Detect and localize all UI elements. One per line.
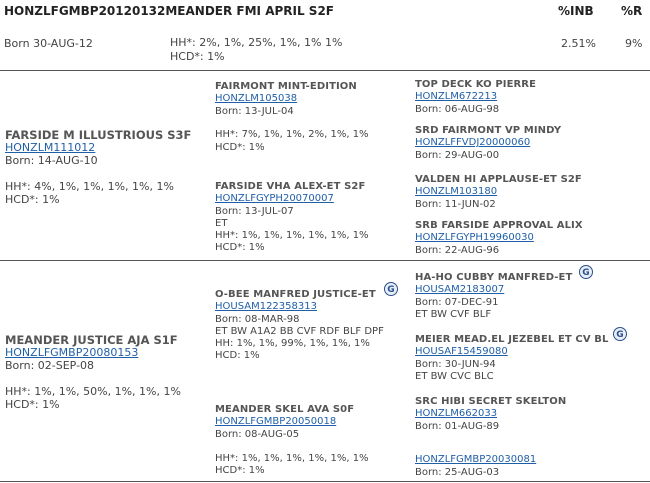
paternal-grandsire-name: FAIRMONT MINT-EDITION [215,81,357,92]
maternal-granddam-name: MEANDER SKEL AVA S0F [215,404,355,415]
maternal-granddam-born: Born: 08-AUG-05 [215,429,300,440]
ggp-7-id-link[interactable]: HONZLM662033 [415,408,498,419]
r-column-label: %R [621,4,643,18]
dam-name: MEANDER JUSTICE AJA S1F [5,333,178,347]
dam-id-link[interactable]: HONZLFGMBP20080153 [5,346,139,359]
paternal-grandsire-hcd: HCD*: 1% [215,142,265,153]
r-value: 9% [625,37,643,50]
inb-value: 2.51% [561,37,596,50]
ggp-3-born: Born: 11-JUN-02 [415,199,496,210]
maternal-grandsire-hh: HH: 1%, 1%, 99%, 1%, 1%, 1% [215,338,370,349]
paternal-grandsire-id-link[interactable]: HONZLM105038 [215,93,298,104]
maternal-grandsire-born: Born: 08-MAR-98 [215,314,300,325]
header-divider [0,70,650,71]
ggp-1-id-link[interactable]: HONZLM672213 [415,91,498,102]
paternal-granddam-born: Born: 13-JUL-07 [215,206,294,217]
dam-hcd: HCD*: 1% [5,398,60,411]
ggp-1-name: TOP DECK KO PIERRE [415,79,537,90]
ggp-7-born: Born: 01-AUG-89 [415,421,500,432]
sire-born: Born: 14-AUG-10 [5,154,98,167]
ggp-6-tags: ET BW CVC BLC [415,371,494,382]
ggp-6-name: MEIER MEAD.EL JEZEBEL ET CV BL [415,334,609,345]
animal-hcd: HCD*: 1% [170,50,225,63]
maternal-grandsire-tags: ET BW A1A2 BB CVF RDF BLF DPF [215,326,384,337]
maternal-grandsire-hcd: HCD: 1% [215,350,260,361]
ggp-8-born: Born: 25-AUG-03 [415,467,500,478]
maternal-grandsire-id-link[interactable]: HOUSAM122358313 [215,301,317,312]
sire-hcd: HCD*: 1% [5,193,60,206]
maternal-granddam-hh: HH*: 1%, 1%, 1%, 1%, 1%, 1% [215,453,369,464]
animal-hh: HH*: 2%, 1%, 25%, 1%, 1% 1% [170,36,343,49]
section-divider [0,260,650,261]
ggp-4-name: SRB FARSIDE APPROVAL ALIX [415,220,583,231]
paternal-granddam-id-link[interactable]: HONZLFGYPH20070007 [215,193,334,204]
paternal-grandsire-hh: HH*: 7%, 1%, 1%, 2%, 1%, 1% [215,129,369,140]
sire-hh: HH*: 4%, 1%, 1%, 1%, 1%, 1% [5,180,174,193]
inb-column-label: %INB [558,4,594,18]
bottom-divider [0,481,650,482]
ggp-2-name: SRD FAIRMONT VP MINDY [415,125,562,136]
dam-hh: HH*: 1%, 1%, 50%, 1%, 1%, 1% [5,385,181,398]
sire-name: FARSIDE M ILLUSTRIOUS S3F [5,128,192,142]
maternal-grandsire-name: O-BEE MANFRED JUSTICE-ET [215,289,376,300]
ggp-5-tags: ET BW CVF BLF [415,309,492,320]
dam-born: Born: 02-SEP-08 [5,359,95,372]
maternal-granddam-id-link[interactable]: HONZLFGMBP20050018 [215,416,337,427]
genomic-badge-icon[interactable]: G [613,327,627,341]
paternal-granddam-tags: ET [215,218,228,229]
ggp-6-id-link[interactable]: HOUSAF15459080 [415,346,508,357]
ggp-5-id-link[interactable]: HOUSAM2183007 [415,284,505,295]
ggp-2-born: Born: 29-AUG-00 [415,150,500,161]
ggp-1-born: Born: 06-AUG-98 [415,104,500,115]
paternal-granddam-hh: HH*: 1%, 1%, 1%, 1%, 1%, 1% [215,230,369,241]
ggp-6-born: Born: 30-JUN-94 [415,359,496,370]
genomic-badge-icon[interactable]: G [384,282,398,296]
maternal-granddam-hcd: HCD*: 1% [215,465,265,476]
ggp-4-born: Born: 22-AUG-96 [415,245,500,256]
paternal-granddam-hcd: HCD*: 1% [215,242,265,253]
animal-born: Born 30-AUG-12 [4,37,93,50]
ggp-3-name: VALDEN HI APPLAUSE-ET S2F [415,174,582,185]
ggp-5-born: Born: 07-DEC-91 [415,297,499,308]
genomic-badge-icon[interactable]: G [579,265,593,279]
ggp-7-name: SRC HIBI SECRET SKELTON [415,396,567,407]
paternal-granddam-name: FARSIDE VHA ALEX-ET S2F [215,181,366,192]
ggp-5-name: HA-HO CUBBY MANFRED-ET [415,272,573,283]
sire-id-link[interactable]: HONZLM111012 [5,141,96,154]
animal-title: HONZLFGMBP20120132MEANDER FMI APRIL S2F [4,4,334,18]
ggp-8-id-link[interactable]: HONZLFGMBP20030081 [415,454,537,465]
ggp-4-id-link[interactable]: HONZLFGYPH19960030 [415,232,534,243]
paternal-grandsire-born: Born: 13-JUL-04 [215,106,294,117]
ggp-3-id-link[interactable]: HONZLM103180 [415,186,498,197]
ggp-2-id-link[interactable]: HONZLFFVDJ20000060 [415,137,531,148]
